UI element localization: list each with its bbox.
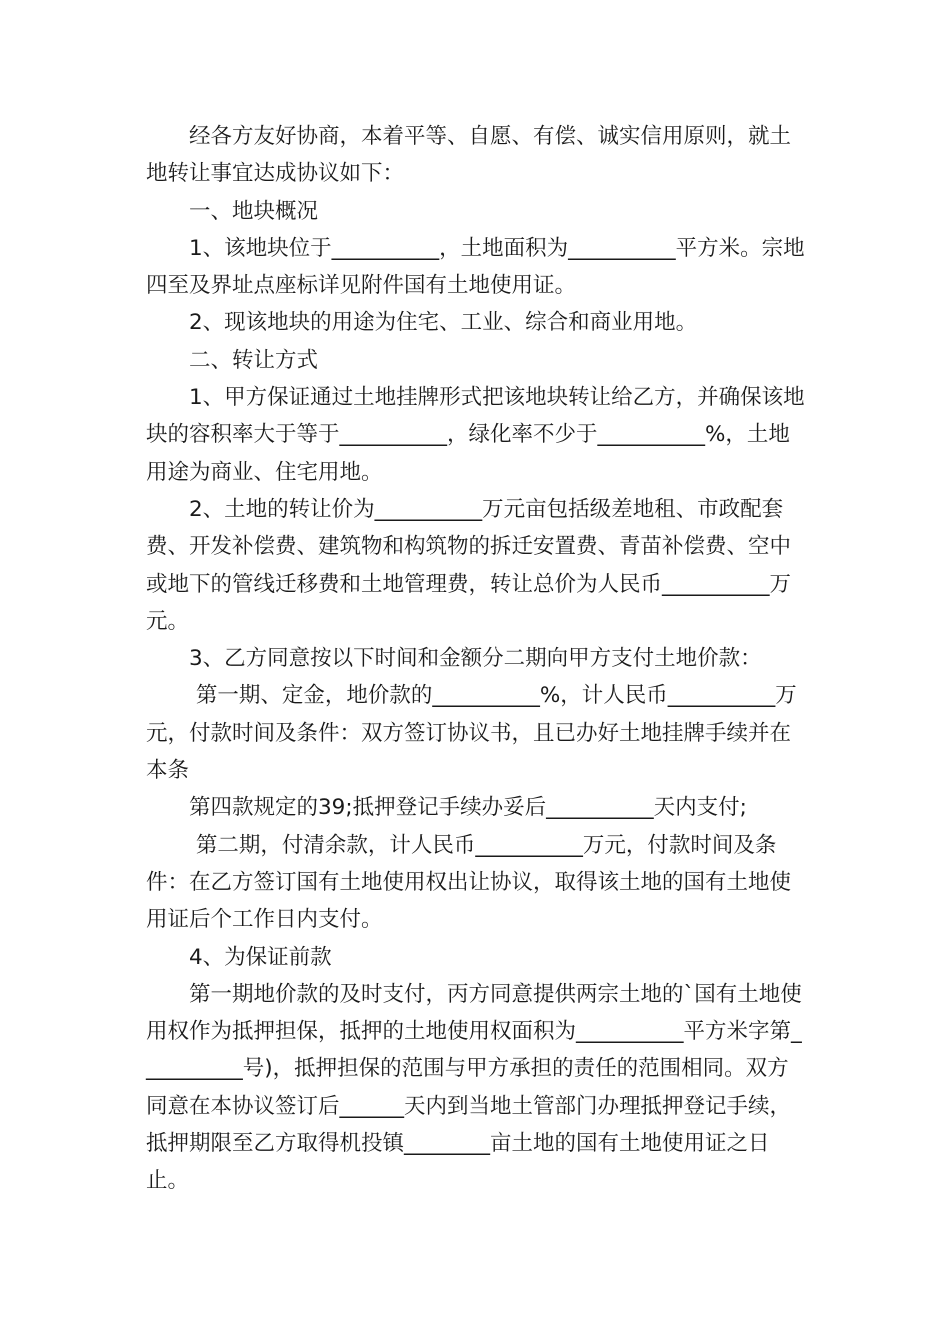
clause-second-installment: 第二期，付清余款，计人民币__________万元，付款时间及条件：在乙方签订国有土地使用权出让协议，取得该土地的国有土地使用证后个工作日内支付。 xyxy=(146,832,792,933)
section-heading-transfer-method: 二、转让方式 xyxy=(189,347,319,373)
clause-first-installment: 第一期、定金，地价款的__________%，计人民币__________万元，付款时间及条件：双方签订协议书，且已办好土地挂牌手续并在本条 xyxy=(146,683,797,784)
preamble-paragraph: 经各方友好协商，本着平等、自愿、有偿、诚实信用原则，就土地转让事宜达成协议如下： xyxy=(146,124,792,187)
clause-plot-location: 1、该地块位于__________，土地面积为__________平方米。宗地四至及界址点座标详见附件国有土地使用证。 xyxy=(146,235,805,299)
document-body xyxy=(146,118,808,1200)
clause-first-installment-cont: 第四款规定的39;抵押登记手续办妥后__________天内支付; xyxy=(189,795,747,821)
clause-payment-schedule: 3、乙方同意按以下时间和金额分二期向甲方支付土地价款： xyxy=(189,646,762,672)
clause-transfer-price: 2、土地的转让价为__________万元亩包括级差地租、市政配套费、开发补偿费、建筑物和构筑物的拆迁安置费、青苗补偿费、空中或地下的管线迁移费和土地管理费，转让总价为人民币__________万元。 xyxy=(146,496,792,634)
clause-mortgage-guarantee: 第一期地价款的及时支付，丙方同意提供两宗土地的`国有土地使用权作为抵押担保，抵押的土地使用权面积为__________平方米字第__________号)，抵押担保的范围与甲方承担的责任的范围相同。双方同意在本协议签订后______天内到当地土管部门办理抵押登记手续，抵押期限至乙方取得机投镇________亩土地的国有土地使用证之日止。 xyxy=(146,981,802,1194)
clause-listing-guarantee: 1、甲方保证通过土地挂牌形式把该地块转让给乙方，并确保该地块的容积率大于等于__________，绿化率不少于__________%，土地用途为商业、住宅用地。 xyxy=(146,385,805,485)
clause-plot-usage: 2、现该地块的用途为住宅、工业、综合和商业用地。 xyxy=(189,310,698,336)
section-heading-plot-overview: 一、地块概况 xyxy=(189,198,319,224)
clause-guarantee-heading: 4、为保证前款 xyxy=(189,944,332,970)
